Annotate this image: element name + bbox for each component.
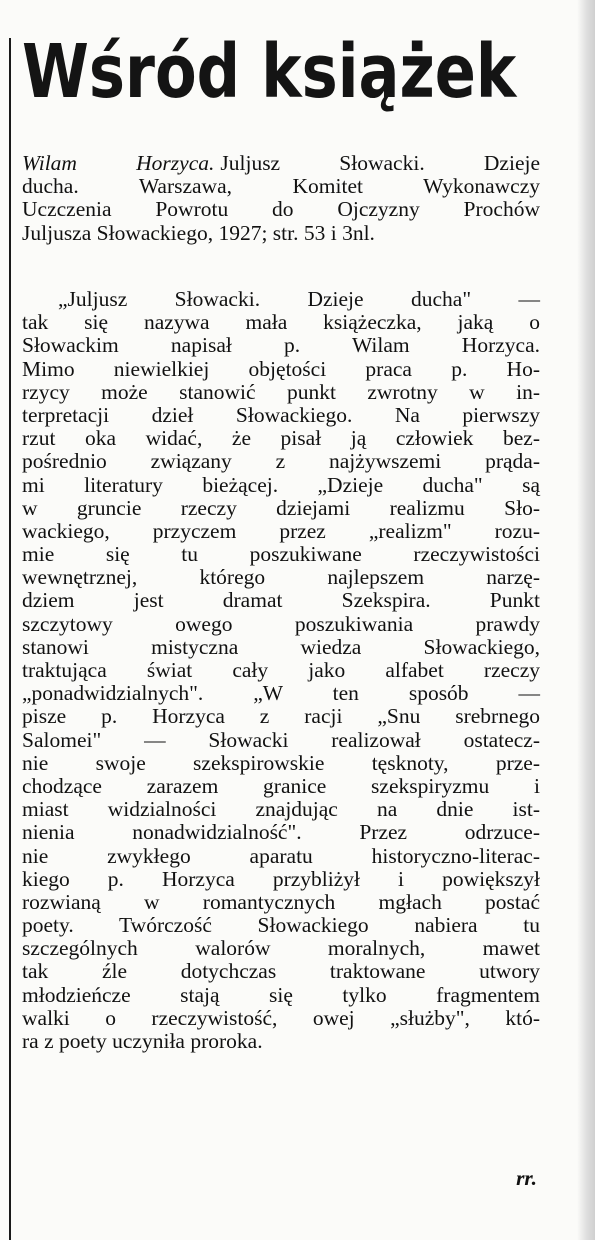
bibliography-line-4: Juljusza Słowackiego, 1927; str. 53 i 3nl. (22, 220, 375, 245)
review-line: nie swoje szekspirowskie tęsknoty, prze- (22, 750, 540, 775)
page-edge-shadow (577, 0, 595, 1240)
review-line: mie się tu poszukiwane rzeczywistości (22, 542, 540, 567)
book-author: Wilam Horzyca. (22, 151, 215, 175)
review-line: „ponadwidzialnych". „W ten sposób — (22, 681, 540, 706)
review-line: kiego p. Horzyca przybliżył i powiększył (22, 866, 540, 891)
bibliography-line-1 (22, 152, 540, 175)
bibliographic-entry (22, 152, 540, 245)
review-line: pisze p. Horzyca z racji „Snu srebrnego (22, 704, 540, 729)
review-line: tak źle dotychczas traktowane utwory (22, 959, 540, 984)
review-line: młodzieńcze stają się tylko fragmentem (22, 982, 540, 1007)
review-line: „Juljusz Słowacki. Dzieje ducha" — (58, 287, 540, 311)
review-line: w gruncie rzeczy dziejami realizmu Sło- (22, 495, 540, 520)
review-line: stanowi mistyczna wiedza Słowackiego, (22, 634, 540, 659)
review-line: wewnętrznej, którego najlepszem narzę- (22, 565, 540, 590)
review-line: wackiego, przyczem przez „realizm" rozu- (22, 518, 540, 543)
review-text (22, 288, 540, 1053)
review-line: dziem jest dramat Szekspira. Punkt (22, 588, 540, 613)
review-line: ra z poety uczyniła proroka. (22, 1029, 263, 1053)
review-line: rozwianą w romantycznych mgłach postać (22, 889, 540, 914)
review-line: nienia nonadwidzialność". Przez odrzuce- (22, 820, 540, 845)
review-line: poety. Twórczość Słowackiego nabiera tu (22, 913, 540, 938)
review-line: pośrednio związany z najżywszemi prąda- (22, 449, 540, 474)
bibliography-text-1: Juljusz Słowacki. Dzieje (220, 151, 540, 175)
bibliography-line-2: ducha. Warszawa, Komitet Wykonawczy (22, 174, 540, 199)
review-line: walki o rzeczywistość, owej „służby", któ- (22, 1005, 540, 1030)
review-line: szczytowy owego poszukiwania prawdy (22, 611, 540, 636)
review-line: mi literatury bieżącej. „Dzieje ducha" są (22, 472, 540, 497)
review-signature: rr. (516, 1166, 537, 1190)
review-line: szczególnych walorów moralnych, mawet (22, 936, 540, 961)
column-rule (9, 38, 11, 1240)
review-line: tak się nazywa mała książeczka, jaką o (22, 310, 540, 335)
review-line: terpretacji dzieł Słowackiego. Na pierwszy (22, 402, 540, 427)
review-line: rzycy może stanowić punkt zwrotny w in- (22, 379, 540, 404)
review-line: traktująca świat cały jako alfabet rzeczy (22, 658, 540, 682)
review-line: miast widzialności znajdując na dnie ist- (22, 797, 540, 822)
review-line: Mimo niewielkiej objętości praca p. Ho- (22, 356, 540, 381)
review-line: Słowackim napisał p. Wilam Horzyca. (22, 333, 540, 358)
review-line: rzut oka widać, że pisał ją człowiek bez- (22, 426, 540, 451)
review-line: Salomei" — Słowacki realizował ostatecz- (22, 727, 540, 752)
review-line: chodzące zarazem granice szekspiryzmu i (22, 773, 540, 798)
section-heading: Wśród książek (22, 29, 517, 115)
review-line: nie zwykłego aparatu historyczno-literac- (22, 843, 540, 868)
bibliography-line-3: Uczczenia Powrotu do Ojczyzny Prochów (22, 197, 540, 222)
